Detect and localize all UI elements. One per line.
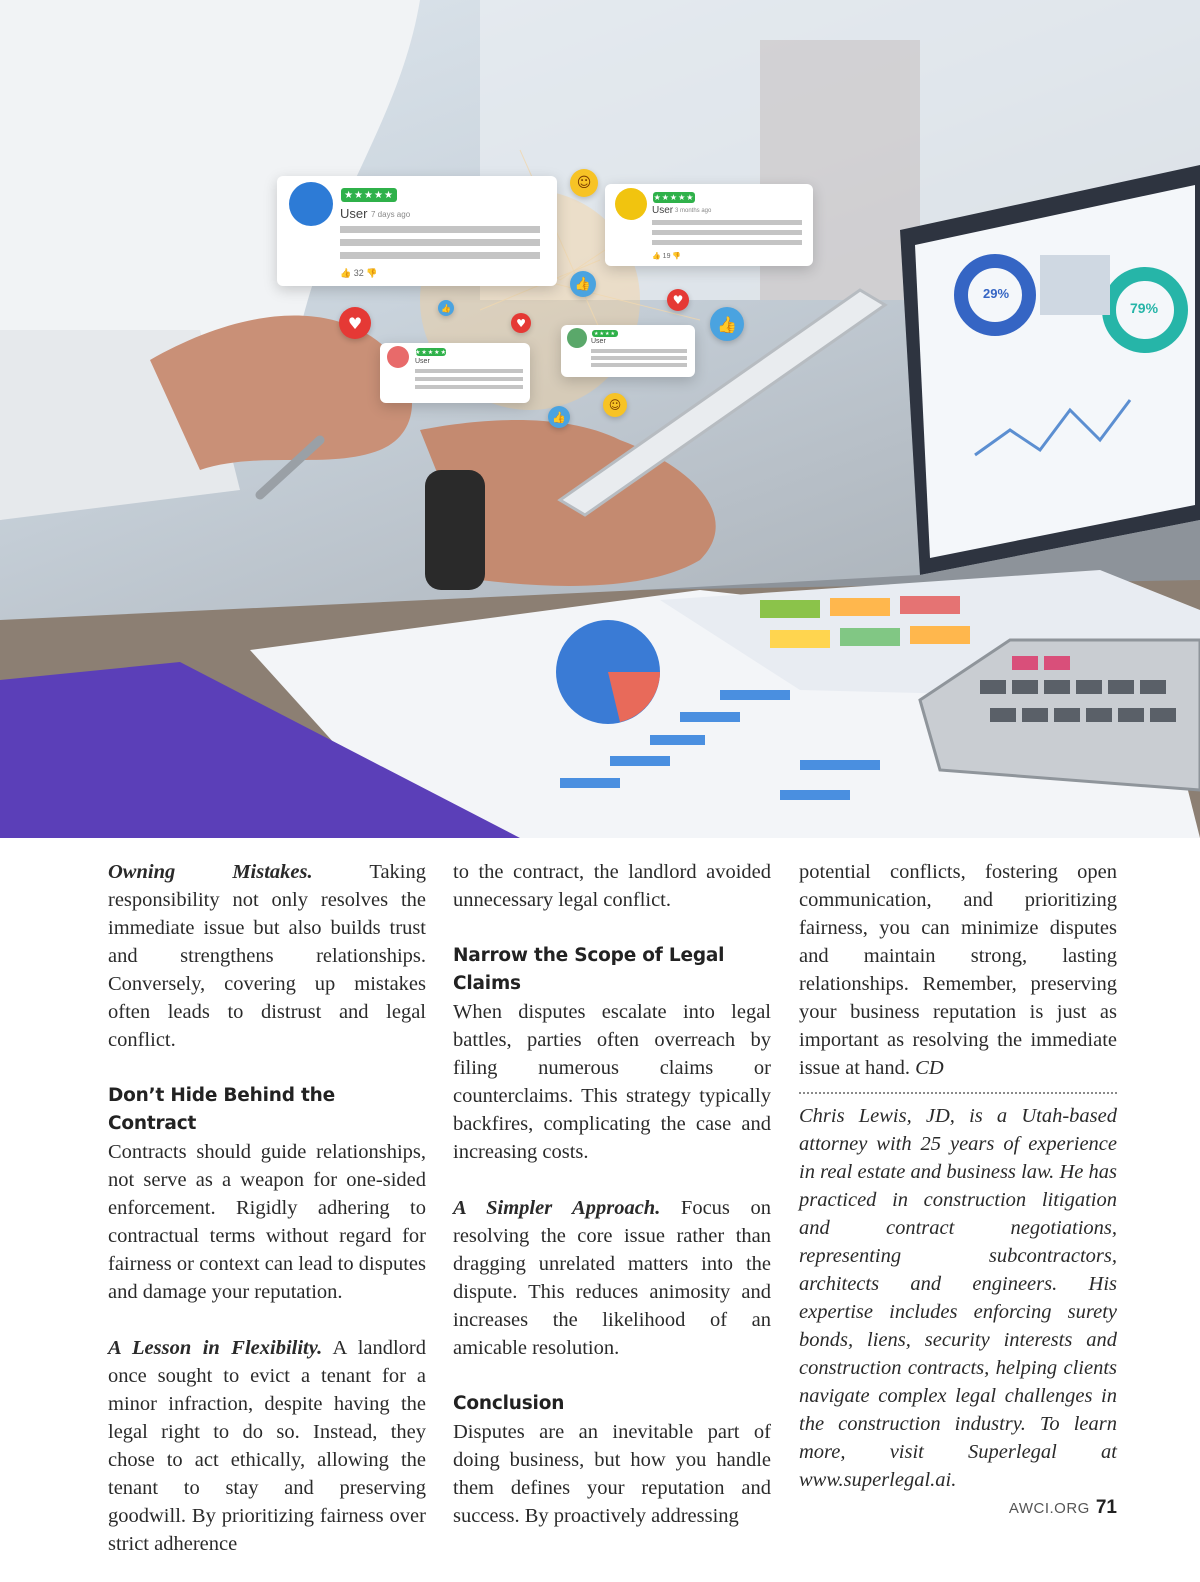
thumbs-up-icon: 👍	[340, 268, 352, 278]
review-time: 7 days ago	[371, 210, 411, 219]
avatar	[567, 328, 587, 348]
review-user: User	[340, 206, 368, 221]
paragraph	[799, 858, 1117, 1082]
thumbs-up-icon: 👍	[570, 271, 596, 297]
star-rating: ★★★★★	[653, 193, 695, 202]
paragraph	[453, 1194, 771, 1362]
thumbs-down-icon: 👎	[672, 253, 682, 260]
paragraph: to the contract, the landlord avoided unnecessary legal conflict.	[453, 861, 771, 911]
avatar	[387, 346, 409, 368]
article-column-2	[453, 858, 771, 1530]
author-bio: Chris Lewis, JD, is a Utah-based attorney with 25 years of experience in real estate and business law. He has practiced in construction litigation and contract negotiations, representing subcontractors, architects and engineers. His expertise includes enforcing surety bonds, liens, security interests and construction contracts, helping clients navigate complex legal challenges in the construction industry. To learn more, visit Superlegal at www.superlegal.ai.	[799, 1105, 1117, 1491]
review-line	[652, 230, 802, 235]
section-heading: Don’t Hide Behind the Contract	[108, 1085, 335, 1134]
review-user: User	[591, 338, 606, 345]
avatar	[615, 188, 647, 220]
run-in-heading: A Simpler Approach.	[453, 1197, 661, 1219]
review-line	[652, 220, 802, 225]
review-user: User	[652, 205, 674, 216]
review-card-1	[277, 176, 557, 286]
review-time: 3 months ago	[675, 208, 712, 214]
paragraph-text: A landlord once sought to evict a tenant for a minor infraction, despite having the legal right to do so. Instead, they chose to act ethically, allowing the tenant to stay and preserving goodwill. By prioritizing fairness over strict adherence	[108, 1337, 427, 1555]
article-column-1	[108, 858, 426, 1558]
paragraph	[108, 1334, 426, 1558]
article-column-3	[799, 858, 1117, 1494]
dotted-divider	[799, 1092, 1117, 1094]
review-card-3	[380, 343, 530, 403]
avatar	[289, 182, 333, 226]
grinning-emoji-icon: ☺	[603, 393, 627, 417]
paragraph-text: Focus on resolving the core issue rather than dragging unrelated matters into the dispute. This reduces animosity and increases the likelihood of an amicable resolution.	[453, 1197, 772, 1359]
review-line	[591, 363, 687, 367]
laptop-gauge-label: 29%	[983, 286, 1010, 301]
end-mark: CD	[915, 1057, 944, 1079]
paragraph: When disputes escalate into legal battles, parties often overreach by filing numerous claims or counterclaims. This strategy typically backfires, complicating the case and increasing costs.	[453, 1001, 771, 1163]
review-line	[415, 385, 523, 389]
paragraph: Disputes are an inevitable part of doing business, but how you handle them defines your reputation and success. By proactively addressing	[453, 1421, 771, 1527]
review-line	[652, 240, 802, 245]
run-in-heading: A Lesson in Flexibility.	[108, 1337, 323, 1359]
thumbs-up-icon: 👍	[548, 406, 570, 428]
page-footer	[1009, 1497, 1117, 1519]
review-line	[415, 377, 523, 381]
run-in-heading: Owning Mistakes.	[108, 861, 313, 883]
thumbs-down-icon: 👎	[366, 268, 378, 278]
section-heading: Narrow the Scope of Legal Claims	[453, 945, 725, 994]
review-line	[415, 369, 523, 373]
thumbs-up-icon: 👍	[438, 300, 454, 316]
review-card-4	[561, 325, 695, 377]
review-card-2	[605, 184, 813, 266]
review-line	[591, 349, 687, 353]
review-user: User	[415, 358, 430, 365]
paragraph	[108, 858, 426, 1054]
review-line	[340, 226, 540, 233]
heart-icon: ♥	[339, 307, 371, 339]
heart-eyes-emoji-icon: ☺	[570, 169, 598, 197]
paragraph-text: Taking responsibility not only resolves the immediate issue but also builds trust and strengthens relationships. Conversely, covering up mistakes often leads to distrust and legal conflict.	[108, 861, 427, 1051]
heart-icon: ♥	[667, 289, 689, 311]
laptop-gauge-label: 79%	[1130, 300, 1159, 316]
thumbs-up-icon: 👍	[710, 307, 744, 341]
page-number: 71	[1095, 1497, 1117, 1518]
review-line	[340, 239, 540, 246]
heart-icon: ♥	[511, 313, 531, 333]
review-line	[340, 252, 540, 259]
like-count: 👍 32 👎	[340, 268, 378, 278]
site-name: AWCI.ORG	[1008, 1500, 1090, 1517]
thumbs-up-icon: 👍	[652, 253, 661, 260]
section-heading: Conclusion	[453, 1393, 565, 1414]
paragraph: Contracts should guide relationships, not serve as a weapon for one-sided enforcement. Rigidly adhering to contractual terms without regard for fairness or context can lead to disputes and damage your reputation.	[108, 1141, 426, 1303]
star-rating: ★★★★	[592, 330, 618, 337]
star-rating: ★★★★★	[341, 188, 397, 202]
review-line	[591, 356, 687, 360]
paragraph-text: potential conflicts, fostering open communication, and prioritizing fairness, you can minimize disputes and maintain strong, lasting relationships. Remember, preserving your business reputation is just as important as resolving the immediate issue at hand.	[799, 861, 1117, 1079]
like-count: 👍 19 👎	[652, 253, 682, 260]
star-rating: ★★★★★	[415, 348, 447, 356]
